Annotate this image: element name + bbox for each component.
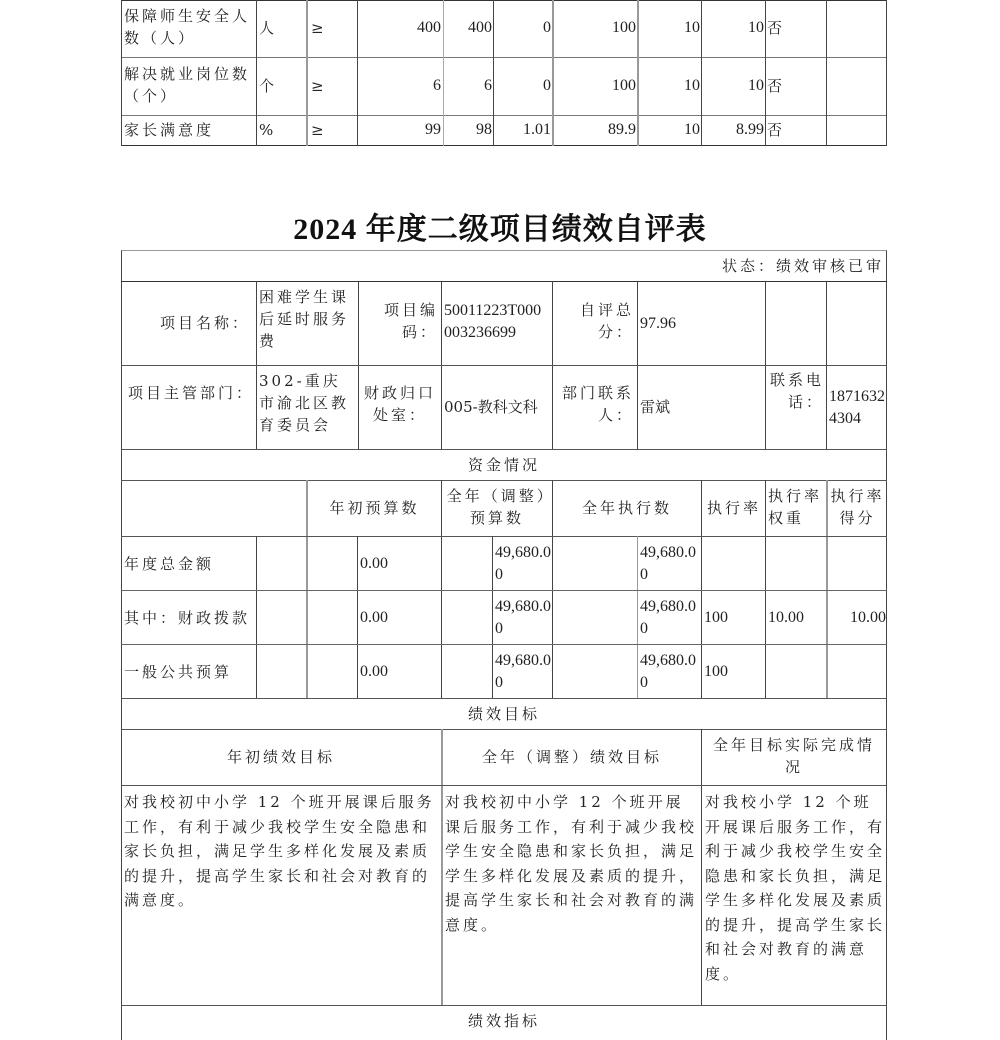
indicator-flag: 否 — [767, 19, 783, 37]
indicator-name: 解决就业岗位数（个） — [124, 65, 251, 105]
page-title: 2024 年度二级项目绩效自评表 — [293, 213, 707, 246]
col-exec-rate: 执行率 — [706, 499, 761, 517]
funds-rate: 100 — [704, 609, 728, 626]
indicator-rate: 100 — [612, 77, 636, 94]
finance-office-value: 005-教科文科 — [444, 398, 538, 416]
self-score-value: 97.96 — [640, 315, 676, 332]
funds-initial: 0.00 — [360, 663, 388, 680]
indicator-score: 8.99 — [736, 121, 764, 138]
indicator-score: 10 — [748, 77, 764, 94]
indicator-deviation: 1.01 — [523, 121, 551, 138]
funds-row-label: 年度总金额 — [124, 555, 215, 573]
project-name-label: 项目名称： — [160, 314, 251, 332]
col-exec-weight: 执行率权重 — [768, 487, 823, 527]
funds-rate: 100 — [704, 663, 728, 680]
project-code-value: 50011223T000003236699 — [444, 302, 542, 341]
indicator-name: 家长满意度 — [124, 121, 215, 139]
funds-row-label: 一般公共预算 — [124, 663, 233, 681]
funds-row-label: 其中：财政拨款 — [124, 609, 251, 627]
indicator-actual: 400 — [468, 19, 492, 36]
dept-value: 302-重庆市渝北区教育委员会 — [259, 372, 350, 434]
status-text: 状态：绩效审核已审 — [721, 257, 884, 275]
goals-col-initial: 年初绩效目标 — [226, 748, 335, 766]
funds-executed: 49,680.00 — [640, 544, 696, 583]
phone-value: 18716324304 — [829, 388, 885, 427]
indicator-deviation: 0 — [543, 77, 551, 94]
finance-office-label: 财政归口处室： — [363, 384, 436, 424]
indicator-target: 6 — [433, 77, 441, 94]
col-exec-score: 执行率得分 — [830, 487, 885, 527]
funds-adjusted: 49,680.00 — [495, 652, 551, 691]
funds-executed: 49,680.00 — [640, 598, 696, 637]
goal-actual-text: 对我校小学 12 个班开展课后服务工作，有利于减少我校学生安全隐患和家长负担，满足学生多样化发展及素质的提升，提高学生家长和社会对教育的满意度。 — [705, 793, 886, 983]
indicator-weight: 10 — [684, 121, 700, 138]
project-name-value: 困难学生课后延时服务费 — [259, 288, 350, 350]
indicator-operator: ≥ — [311, 19, 324, 37]
indicator-flag: 否 — [767, 77, 783, 95]
funds-weight: 10.00 — [768, 609, 804, 626]
goals-col-adjusted: 全年（调整）绩效目标 — [481, 748, 662, 766]
col-adjusted-budget: 全年（调整）预算数 — [446, 487, 548, 527]
indicator-weight: 10 — [684, 77, 700, 94]
phone-label: 联系电话： — [769, 371, 824, 411]
indicator-name: 保障师生安全人数（人） — [124, 7, 251, 47]
contact-label: 部门联系人： — [561, 384, 634, 424]
indicator-rate: 89.9 — [608, 121, 636, 138]
indicator-rate: 100 — [612, 19, 636, 36]
indicator-operator: ≥ — [311, 121, 324, 139]
indicator-deviation: 0 — [543, 19, 551, 36]
indicator-score: 10 — [748, 19, 764, 36]
indicator-flag: 否 — [767, 121, 783, 139]
funds-adjusted: 49,680.00 — [495, 598, 551, 637]
funds-initial: 0.00 — [360, 555, 388, 572]
goals-col-actual: 全年目标实际完成情况 — [712, 736, 875, 776]
dept-label: 项目主管部门： — [127, 384, 254, 402]
project-code-label: 项目编码： — [383, 301, 438, 341]
indicator-operator: ≥ — [311, 77, 324, 95]
col-initial-budget: 年初预算数 — [329, 499, 420, 517]
indicators-section-title: 绩效指标 — [467, 1012, 540, 1030]
contact-value: 雷斌 — [640, 398, 671, 416]
funds-score: 10.00 — [850, 609, 886, 626]
self-score-label: 自评总分： — [579, 301, 634, 341]
indicator-unit: % — [259, 121, 274, 139]
indicator-target: 99 — [425, 121, 441, 138]
goal-adjusted-text: 对我校初中小学 12 个班开展课后服务工作，有利于减少我校学生安全隐患和家长负担，满足学生多样化发展及素质的提升，提高学生家长和社会对教育的满意度。 — [445, 793, 698, 934]
col-executed: 全年执行数 — [581, 499, 672, 517]
goals-section-title: 绩效目标 — [467, 705, 540, 723]
funds-adjusted: 49,680.00 — [495, 544, 551, 583]
funds-initial: 0.00 — [360, 609, 388, 626]
funds-section-title: 资金情况 — [467, 456, 540, 474]
goal-initial-text: 对我校初中小学 12 个班开展课后服务工作，有利于减少我校学生安全隐患和家长负担，满足学生多样化发展及素质的提升，提高学生家长和社会对教育的满意度。 — [124, 793, 435, 909]
indicator-unit: 个 — [259, 77, 275, 95]
indicator-actual: 6 — [484, 77, 492, 94]
funds-executed: 49,680.00 — [640, 652, 696, 691]
indicator-weight: 10 — [684, 19, 700, 36]
indicator-target: 400 — [417, 19, 441, 36]
indicator-actual: 98 — [476, 121, 492, 138]
indicator-unit: 人 — [259, 19, 275, 37]
